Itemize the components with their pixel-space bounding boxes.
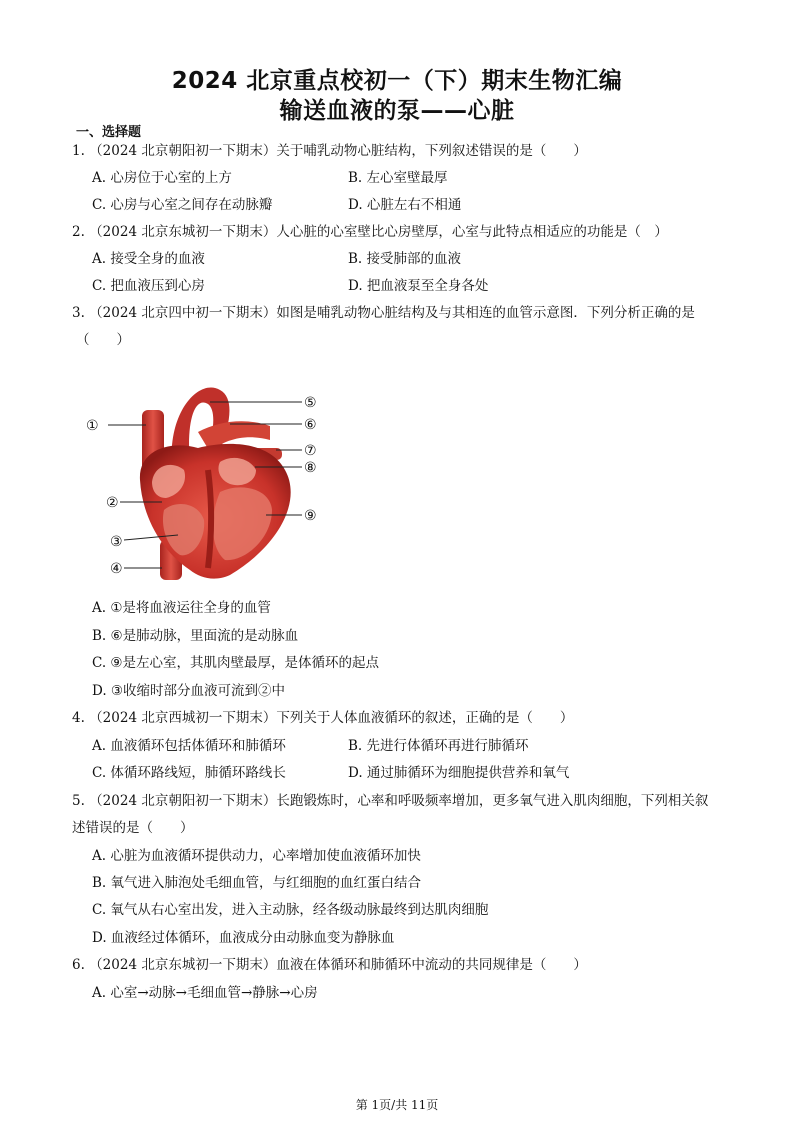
question-1-option-b: B. 左心室壁最厚 (348, 170, 448, 186)
question-2-option-b: B. 接受肺部的血液 (348, 251, 462, 267)
question-3-option-b: B. ⑥是肺动脉，里面流的是动脉血 (92, 628, 299, 644)
section-heading: 一、选择题 (76, 125, 142, 140)
label-3: ③ (110, 534, 123, 550)
question-1-option-c: C. 心房与心室之间存在动脉瓣 (92, 197, 273, 213)
heart-septum (208, 470, 211, 568)
question-6-option-a: A. 心室→动脉→毛细血管→静脉→心房 (92, 985, 318, 1001)
question-1-option-d: D. 心脏左右不相通 (348, 197, 462, 213)
page-footer: 第 1页/共 11页 (355, 1098, 439, 1112)
question-5-stem-cont: 述错误的是（ ） (72, 820, 194, 836)
label-4: ④ (110, 561, 123, 577)
label-9: ⑨ (304, 508, 317, 524)
question-5-option-c: C. 氧气从右心室出发，进入主动脉，经各级动脉最终到达肌肉细胞 (92, 902, 489, 918)
question-5-option-b: B. 氧气进入肺泡处毛细血管，与红细胞的血红蛋白结合 (92, 875, 422, 891)
question-4-option-d: D. 通过肺循环为细胞提供营养和氧气 (348, 765, 570, 781)
question-5-option-d: D. 血液经过体循环，血液成分由动脉血变为静脉血 (92, 930, 395, 946)
question-4-stem: 4. （2024 北京西城初一下期末）下列关于人体血液循环的叙述，正确的是（ ） (72, 710, 574, 726)
heart-diagram (80, 370, 330, 585)
question-1-option-a: A. 心房位于心室的上方 (92, 170, 232, 186)
label-2: ② (106, 495, 119, 511)
label-8: ⑧ (304, 460, 317, 476)
question-1-stem: 1. （2024 北京朝阳初一下期末）关于哺乳动物心脏结构，下列叙述错误的是（ ） (72, 143, 587, 159)
question-3-option-c: C. ⑨是左心室，其肌肉壁最厚，是体循环的起点 (92, 655, 380, 671)
heart-left-ventricle (213, 487, 272, 560)
question-4-option-b: B. 先进行体循环再进行肺循环 (348, 738, 529, 754)
question-5-option-a: A. 心脏为血液循环提供动力，心率增加使血液循环加快 (92, 848, 421, 864)
question-2-option-c: C. 把血液压到心房 (92, 278, 205, 294)
question-2-stem: 2. （2024 北京东城初一下期末）人心脏的心室壁比心房壁厚，心室与此特点相适应的功能是（ ） (72, 224, 668, 240)
question-2-option-d: D. 把血液泵至全身各处 (348, 278, 489, 294)
question-3-stem-cont: （ ） (76, 332, 130, 348)
label-6: ⑥ (304, 417, 317, 433)
label-1: ① (86, 418, 99, 434)
question-6-stem: 6. （2024 北京东城初一下期末）血液在体循环和肺循环中流动的共同规律是（ ） (72, 957, 587, 973)
label-7: ⑦ (304, 443, 317, 459)
question-3-stem: 3. （2024 北京四中初一下期末）如图是哺乳动物心脏结构及与其相连的血管示意图．下列分析正确的是 (72, 305, 695, 321)
question-3-option-a: A. ①是将血液运往全身的血管 (92, 600, 271, 616)
question-4-option-c: C. 体循环路线短，肺循环路线长 (92, 765, 286, 781)
label-5: ⑤ (304, 395, 317, 411)
question-3-option-d: D. ③收缩时部分血液可流到②中 (92, 683, 286, 699)
question-5-stem: 5. （2024 北京朝阳初一下期末）长跑锻炼时，心率和呼吸频率增加，更多氧气进入肌肉细胞，下列相关叙 (72, 793, 709, 809)
document-title: 2024 北京重点校初一（下）期末生物汇编 (171, 68, 623, 94)
question-4-option-a: A. 血液循环包括体循环和肺循环 (92, 738, 286, 754)
question-2-option-a: A. 接受全身的血液 (92, 251, 205, 267)
document-subtitle: 输送血液的泵——心脏 (279, 98, 515, 124)
